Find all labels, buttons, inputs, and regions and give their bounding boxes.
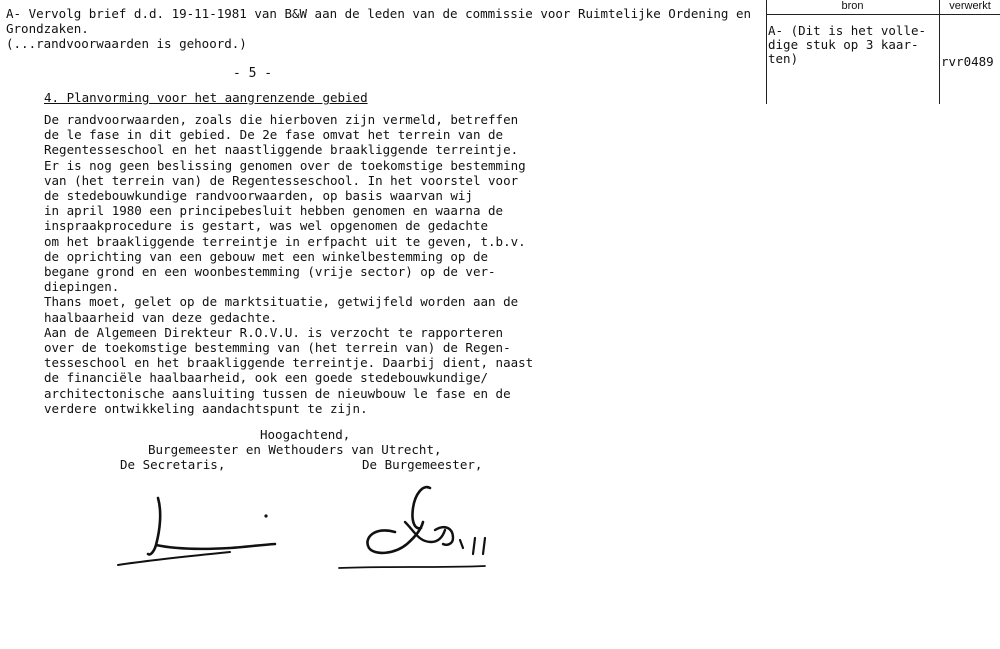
- body-line: Aan de Algemeen Direkteur R.O.V.U. is verzocht te rapporteren: [44, 324, 504, 340]
- body-line: om het braakliggende terreintje in erfpacht uit te geven, t.b.v.: [44, 233, 526, 249]
- source-table: [766, 0, 1000, 104]
- body-line: de le fase in dit gebied. De 2e fase omvat het terrein van de: [44, 127, 504, 143]
- body-line: van (het terrein van) de Regentesseschool. In het voorstel voor: [44, 172, 519, 188]
- page-number: - 5 -: [233, 66, 273, 81]
- header-block: [6, 6, 766, 51]
- header-line-2: Grondzaken.: [6, 21, 89, 36]
- body-line: De randvoorwaarden, zoals die hierboven zijn vermeld, betreffen: [44, 112, 519, 127]
- secretary-title: De Secretaris,: [120, 457, 226, 472]
- body-line: begane grond en een woonbestemming (vrije sector) op de ver-: [44, 264, 496, 280]
- mayor-signature: [335, 482, 505, 577]
- source-note-line: ten): [768, 51, 799, 66]
- mayor-title: De Burgemeester,: [362, 457, 483, 472]
- body-line: inspraakprocedure is gestart, was wel opgenomen de gedachte: [44, 218, 489, 234]
- header-line-1: A- Vervolg brief d.d. 19-11-1981 van B&W aan de leden van de commissie voor Ruimtelijke Ordening en: [6, 6, 752, 21]
- body-line: de oprichting van een gebouw met een winkelbestemming op de: [44, 248, 489, 264]
- body-line: Thans moet, gelet op de marktsituatie, getwijfeld worden aan de: [44, 294, 519, 310]
- source-note-line: dige stuk op 3 kaar-: [768, 37, 919, 52]
- body-line: architectonische aansluiting tussen de nieuwbouw le fase en de: [44, 385, 511, 401]
- source-note: [768, 24, 938, 66]
- body-line: diepingen.: [44, 279, 120, 295]
- column-header-verwerkt: verwerkt: [949, 0, 991, 12]
- body-line: Regentesseschool en het naastliggende braakliggende terreintje.: [44, 142, 519, 158]
- body-text: [44, 112, 604, 416]
- body-line: verdere ontwikkeling aandachtspunt te zijn.: [44, 400, 368, 416]
- body-line: tesseschool en het braakliggende terreintje. Daarbij dient, naast: [44, 355, 534, 371]
- body-line: in april 1980 een principebesluit hebben genomen en waarna de: [44, 203, 504, 219]
- body-line: Er is nog geen beslissing genomen over de toekomstige bestemming: [44, 157, 526, 173]
- secretary-signature: [110, 490, 300, 580]
- body-line: de stedebouwkundige randvoorwaarden, op basis waarvan wij: [44, 188, 473, 204]
- document-reference: rvr0489: [941, 54, 994, 69]
- closing-greeting: Hoogachtend,: [260, 427, 351, 442]
- header-line-3: (...randvoorwaarden is gehoord.): [6, 36, 247, 51]
- column-header-bron: bron: [841, 0, 864, 12]
- section-heading: 4. Planvorming voor het aangrenzende gebied: [44, 90, 368, 105]
- body-line: over de toekomstige bestemming van (het terrein van) de Regen-: [44, 340, 511, 356]
- closing-signatory: Burgemeester en Wethouders van Utrecht,: [148, 442, 442, 457]
- body-line: haalbaarheid van deze gedachte.: [44, 309, 278, 325]
- body-line: de financiële haalbaarheid, ook een goede stedebouwkundige/: [44, 370, 489, 386]
- source-note-line: A- (Dit is het volle-: [768, 23, 927, 38]
